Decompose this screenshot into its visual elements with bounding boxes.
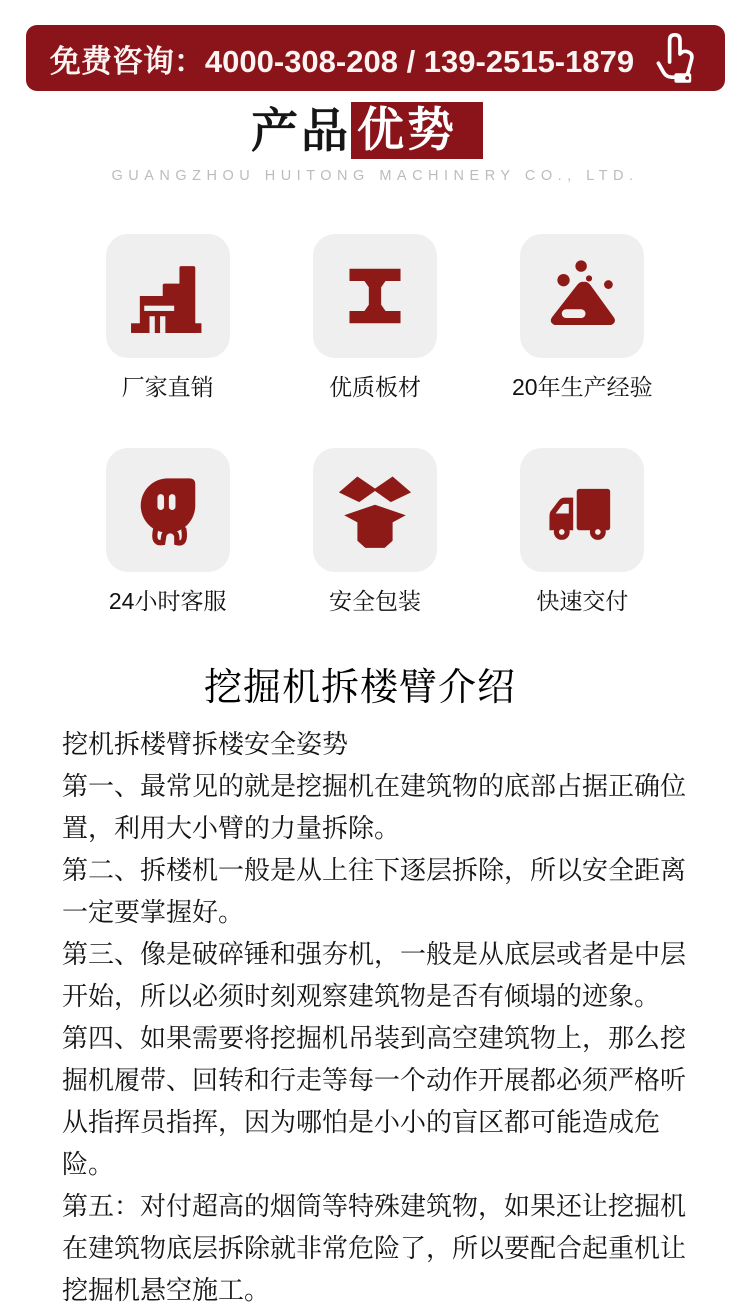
article-heading: 挖掘机拆楼臂介绍 xyxy=(203,667,516,709)
pointing-hand-icon xyxy=(652,29,700,87)
feature-service xyxy=(106,448,230,616)
factory-icon xyxy=(124,252,212,340)
article-paragraph: 第四、如果需要将挖掘机吊装到高空建筑物上，那么挖掘机履带、回转和行走等每一个动作开展都必须严格听从指挥员指挥，因为哪怕是小小的盲区都可能造成危险。 xyxy=(62,1024,687,1179)
title-text-highlight: 优势 xyxy=(351,102,483,159)
truck-icon xyxy=(538,466,626,554)
article-paragraph: 第五：对付超高的烟筒等特殊建筑物，如果还让挖掘机在建筑物底层拆除就非常危险了，所以要配合起重机让挖掘机悬空施工。 xyxy=(62,1192,687,1305)
customer-service-icon xyxy=(124,466,212,554)
feature-quality-plate xyxy=(313,234,437,402)
section-title xyxy=(0,102,742,159)
feature-packaging xyxy=(313,448,437,616)
article-paragraph: 挖机拆楼臂拆楼安全姿势 xyxy=(62,730,349,759)
feature-label: 优质板材 xyxy=(328,374,421,400)
sand-pile-icon xyxy=(538,252,626,340)
feature-card xyxy=(520,234,644,358)
feature-experience xyxy=(512,234,653,402)
feature-card xyxy=(313,448,437,572)
feature-card xyxy=(313,234,437,358)
company-subtitle: GUANGZHOU HUITONG MACHINERY CO., LTD. xyxy=(111,168,639,184)
feature-label: 快速交付 xyxy=(536,588,629,614)
feature-card xyxy=(106,234,230,358)
feature-label: 20年生产经验 xyxy=(512,374,653,400)
i-beam-icon xyxy=(331,252,419,340)
product-page xyxy=(0,25,750,1312)
feature-card xyxy=(520,448,644,572)
feature-card xyxy=(106,448,230,572)
open-box-icon xyxy=(331,466,419,554)
features-grid xyxy=(64,234,686,616)
feature-factory xyxy=(106,234,230,402)
phone-consult-banner[interactable] xyxy=(26,25,725,91)
feature-label: 安全包装 xyxy=(328,588,421,614)
feature-label: 厂家直销 xyxy=(121,374,214,400)
title-text-black: 产品 xyxy=(251,104,351,157)
banner-phone-text: 免费咨询：4000-308-208 / 139-2515-1879 xyxy=(49,43,635,79)
feature-delivery xyxy=(520,448,644,616)
pointing-hand-icon-wrap xyxy=(652,29,700,87)
article-paragraph: 第二、拆楼机一般是从上往下逐层拆除，所以安全距离一定要掌握好。 xyxy=(62,856,687,927)
article-paragraph: 第一、最常见的就是挖掘机在建筑物的底部占据正确位置，利用大小臂的力量拆除。 xyxy=(62,772,687,843)
feature-label: 24小时客服 xyxy=(108,588,227,614)
article-paragraph: 第三、像是破碎锤和强夯机，一般是从底层或者是中层开始，所以必须时刻观察建筑物是否有倾塌的迹象。 xyxy=(62,940,687,1011)
article-body xyxy=(0,724,750,1312)
